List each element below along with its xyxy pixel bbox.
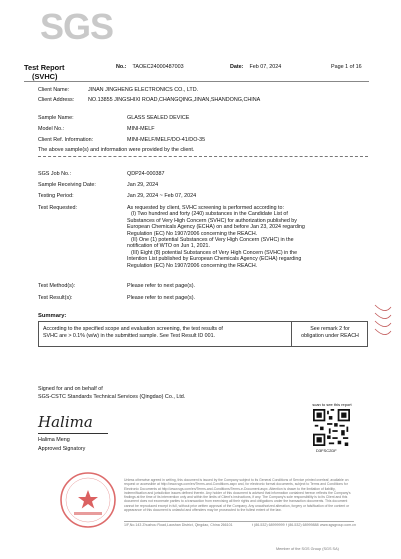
provided-note: The above sample(s) and information were provided by the client.	[38, 147, 195, 153]
sample-name-label: Sample Name:	[38, 115, 74, 121]
footer-contact-bar	[124, 521, 354, 530]
company-seal-icon	[58, 470, 118, 530]
summary-box	[38, 321, 368, 347]
test-requested-text	[127, 205, 367, 269]
handwritten-signature: Halima	[38, 413, 93, 431]
requested-line: Regulation (EC) No 1907/2006 concerning the REACH.	[127, 262, 258, 269]
model-label: Model No.:	[38, 126, 65, 132]
requested-line: European Chemicals Agency (ECHA) on and before Jan 23, 2024 regarding	[127, 224, 305, 231]
receiving-date-value: Jan 29, 2024	[127, 182, 159, 188]
report-date	[230, 64, 281, 70]
footer-address: 1/F,No.143 Zhuzhou Road,Laoshan District, Qingdao, China 266101	[124, 523, 233, 527]
client-ref-value: MINI-MELF/MELF/DO-41/DO-35	[127, 137, 206, 143]
model-value: MINI-MELF	[127, 126, 155, 132]
requested-line: Substances of Very High Concern (SVHC) for authorization published by	[127, 217, 297, 224]
test-requested-label: Test Requested:	[38, 205, 77, 211]
report-number	[116, 64, 184, 70]
sample-name-value: GLASS SEALED DEVICE	[127, 115, 190, 121]
signer-title: Approved Signatory	[38, 446, 86, 452]
remark-line: See remark 2 for	[310, 326, 350, 332]
summary-title: Summary:	[38, 313, 67, 319]
requested-line: As requested by client, SVHC screening is performed according to:	[127, 205, 284, 211]
page-number: Page 1 of 16	[331, 64, 362, 70]
report-number-value: TAOEC24000487003	[132, 64, 184, 70]
sample-divider	[38, 156, 368, 157]
testing-period-label: Testing Period:	[38, 193, 74, 199]
client-address-value: NO.13855 JINGSHIXI ROAD,CHANGQING,JINAN,SHANDONG,CHINA	[88, 97, 261, 103]
requested-line: (II) One (1) potential Substances of Very High Concern (SVHC) in the	[131, 237, 294, 244]
requested-line: (III) Eight (8) potential Substances of Very High Concern (SVHC) in the	[131, 249, 298, 256]
signed-on-behalf: Signed for and on behalf of	[38, 386, 103, 392]
qr-code-number: D3FSC2DF	[316, 448, 337, 453]
requested-line: Regulation (EC) No 1907/2006 concerning the REACH.	[127, 230, 258, 237]
summary-line: SVHC are > 0.1% (w/w) in the submitted sample. See Test Result ID 001.	[43, 333, 215, 339]
requested-line: notification of WTO on Jun 1, 2021.	[127, 243, 210, 250]
client-name-value: JINAN JINGHENG ELECTRONICS CO., LTD.	[88, 87, 199, 93]
report-title: Test Report	[24, 63, 65, 72]
receiving-date-label: Sample Receiving Date:	[38, 182, 96, 188]
summary-conclusion	[43, 326, 285, 340]
member-note: Member of the SGS Group (SGS SA)	[276, 547, 339, 551]
job-number-label: SGS Job No.:	[38, 171, 71, 177]
qr-caption: scan to see this report	[312, 402, 352, 407]
summary-remark	[295, 326, 365, 340]
report-number-label: No.:	[116, 64, 127, 70]
header-divider	[24, 81, 369, 82]
testing-period-value: Jan 29, 2024 ~ Feb 07, 2024	[127, 193, 197, 199]
requested-line: Intention List published by European Chemicals Agency (ECHA) regarding	[127, 256, 302, 263]
signer-name: Halima Meng	[38, 437, 70, 443]
client-name-label: Client Name:	[38, 87, 70, 93]
qr-code-icon[interactable]	[313, 409, 350, 446]
footer-fax: f (86-532) 68999888	[286, 523, 319, 527]
sgs-logo: SGS	[40, 6, 114, 47]
footer-phone: t (86-532) 68999999	[252, 523, 285, 527]
test-method-label: Test Method(s):	[38, 283, 76, 289]
signing-company: SGS-CSTC Standards Technical Services (Qingdao) Co., Ltd.	[38, 394, 186, 400]
footer-web[interactable]: www.sgsgroup.com.cn	[320, 523, 356, 527]
test-result-label: Test Result(s):	[38, 295, 73, 301]
report-date-value: Feb 07, 2024	[249, 64, 282, 70]
summary-divider	[291, 322, 292, 346]
report-subtitle: (SVHC)	[32, 72, 58, 81]
signature-line	[38, 433, 108, 434]
client-address-label: Client Address:	[38, 97, 75, 103]
test-result-value: Please refer to next page(s).	[127, 295, 196, 301]
scan-marks-icon	[373, 301, 393, 341]
summary-line: According to the specified scope and evaluation screening, the test results of	[43, 326, 223, 332]
requested-line: (I) Two hundred and forty (240) substances in the Candidate List of	[131, 211, 288, 218]
client-ref-label: Client Ref. Information:	[38, 137, 94, 143]
test-method-value: Please refer to next page(s).	[127, 283, 196, 289]
terms-fine-print: Unless otherwise agreed in writing, this document is issued by the Company subject to its General Conditions of Service printed overleaf, available on request or accessible at http://www.sgs.com/en/Terms-and-Conditions.aspx and, for electronic format documents, subject to Terms and Conditions for Electronic Documents at http://www.sgs.com/en/Terms-and-Conditions/Terms-e-Document.aspx. Attention is drawn to the limitation of liability, indemnification and jurisdiction issues defined therein. Any holder of this document is advised that information contained hereon reflects the Company's findings at the time of its intervention only and within the limits of Client's instructions, if any. The Company's sole responsibility is to its Client and this document does not exonerate parties to a transaction from exercising all their rights and obligations under the transaction documents. This document cannot be reproduced except in full, without prior written approval of the Company. Any unauthorized alteration, forgery or falsification of the content or appearance of this document is unlawful and offenders may be prosecuted to the fullest extent of the law.	[124, 478, 351, 513]
report-date-label: Date:	[230, 64, 244, 70]
job-number-value: QDP24-000387	[127, 171, 165, 177]
remark-line: obligation under REACH	[301, 333, 359, 339]
